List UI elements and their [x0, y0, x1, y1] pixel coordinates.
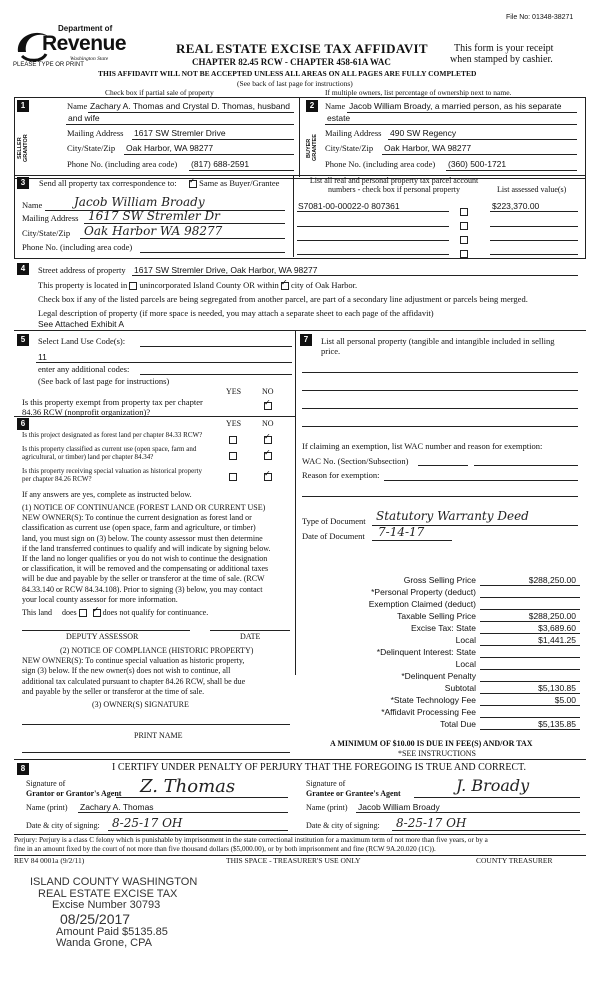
grantor-name-value[interactable]: Zachary A. Thomas	[80, 802, 154, 812]
stamp-county: ISLAND COUNTY WASHINGTON	[30, 876, 198, 888]
stamp-amount-paid: Amount Paid $5135.85	[56, 925, 168, 938]
seller-addr-value[interactable]: 1617 SW Stremler Drive	[134, 128, 226, 138]
buyer-city-label: City/State/Zip	[325, 143, 374, 153]
tax-row-label: *State Technology Fee	[390, 695, 476, 705]
buyer-name-line-2	[325, 124, 577, 125]
tax-row-label: Excise Tax: State	[410, 623, 476, 633]
seller-name-value[interactable]: Zachary A. Thomas and Crystal D. Thomas, husband	[90, 101, 291, 111]
sec3-phone-label: Phone No. (including area code)	[22, 242, 133, 252]
sec3-city-value[interactable]: Oak Harbor WA 98277	[84, 224, 223, 238]
location-statement	[38, 280, 357, 290]
parcel-line-2	[297, 226, 449, 227]
does-not-checkbox[interactable]	[93, 609, 101, 617]
deputy-date-line	[210, 630, 290, 631]
sec6-yes-header: YES	[226, 419, 242, 428]
tax-row-line	[480, 657, 580, 658]
additional-codes-line	[140, 374, 292, 375]
section-3-number: 3	[17, 177, 29, 189]
perjury-certification: I CERTIFY UNDER PENALTY OF PERJURY THAT THE FOREGOING IS TRUE AND CORRECT.	[112, 762, 526, 773]
seller-name-line	[88, 112, 294, 113]
tax-row-label: *Affidavit Processing Fee	[381, 707, 476, 717]
parcel-line-3	[297, 240, 449, 241]
buyer-phone-line	[446, 170, 577, 171]
tax-calculation-table	[300, 575, 580, 731]
wac-label: WAC No. (Section/Subsection)	[302, 456, 409, 466]
same-as-buyer-label: Same as Buyer/Grantee	[199, 178, 280, 188]
land-use-see-back: (See back of last page for instructions)	[38, 376, 170, 386]
does-label: does	[62, 608, 77, 617]
section-8-bottom-line	[14, 834, 586, 835]
tax-row	[300, 611, 580, 623]
segregated-label: Check box if any of the listed parcels are being segregated from another parcel, are part of a secondary line adjustment or parcels being merged.	[38, 294, 528, 304]
receipt-note-1: This form is your receipt	[454, 43, 554, 54]
grantee-agent-label: Grantee or Grantee's Agent	[306, 789, 401, 798]
tax-row-line	[480, 717, 580, 718]
assessed-line-4	[490, 254, 578, 255]
tax-row-line	[480, 681, 580, 682]
tax-row	[300, 575, 580, 587]
sec5-yes-header: YES	[226, 387, 242, 396]
parcel-header-2: numbers - check box if personal property	[328, 185, 460, 194]
tax-row-label: *Personal Property (deduct)	[371, 587, 476, 597]
city-of-checkbox[interactable]	[281, 282, 289, 290]
buyer-name-line	[347, 112, 577, 113]
city-of-label: city of Oak Harbor.	[291, 280, 358, 290]
grantor-name-line	[78, 812, 288, 813]
tax-row-label: *Delinquent Interest: State	[376, 647, 476, 657]
print-name-line	[22, 752, 290, 753]
partial-sale-label: Check box if partial sale of property	[105, 88, 214, 97]
tax-row	[300, 707, 580, 719]
grantor-name-label: Name (print)	[26, 803, 68, 812]
logo-state-text: Washington State	[70, 56, 109, 62]
tax-row-line	[480, 669, 580, 670]
notice1-line: If the land no longer qualifies or you do not wish to continue the designation	[22, 554, 268, 564]
tax-row-line	[480, 633, 580, 634]
tax-row-line	[480, 609, 580, 610]
assessed-line-3	[490, 240, 578, 241]
sec3-name-label: Name	[22, 200, 43, 210]
file-number: File No: 01348-38271	[506, 14, 574, 21]
document-type-value[interactable]: Statutory Warranty Deed	[376, 509, 529, 523]
seller-name-value-2[interactable]: and wife	[68, 113, 100, 123]
historical-no-checkbox[interactable]	[264, 468, 272, 486]
same-as-buyer[interactable]	[189, 178, 279, 188]
exemption-label: If claiming an exemption, list WAC number and reason for exemption:	[302, 441, 543, 451]
notice2-line: NEW OWNER(S): To continue special valuation as historic property,	[22, 656, 245, 666]
form-revision: REV 84 0001a (9/2/11)	[14, 856, 85, 865]
tax-row	[300, 623, 580, 635]
unincorporated-label: unincorporated Island County OR within	[139, 280, 279, 290]
seller-name-label: Name	[67, 101, 88, 111]
grantee-name-label: Name (print)	[306, 803, 348, 812]
exempt-question-1: Is this property exempt from property tax per chapter	[22, 397, 203, 407]
current-use-no-checkbox[interactable]	[264, 447, 272, 465]
sec3-city-line	[80, 238, 285, 239]
tax-row-line	[480, 585, 580, 586]
street-address-label: Street address of property	[38, 265, 126, 275]
grantee-signature[interactable]: J. Broady	[456, 776, 530, 795]
tax-row	[300, 659, 580, 671]
parcel-line-4	[297, 254, 449, 255]
perjury-notice-1: Perjury: Perjury is a class C felony which is punishable by imprisonment in the state correctional institution for a maximum term of not more than five years, or by a	[14, 836, 488, 844]
buyer-name-label: Name	[325, 101, 346, 111]
notice1-line: or classification, it will be removed and the compensating or additional taxes	[22, 564, 269, 574]
section-5-bottom-line	[14, 416, 295, 417]
tax-row-line	[480, 597, 580, 598]
tax-row-label: Gross Selling Price	[403, 575, 476, 585]
buyer-phone-label: Phone No. (including area code)	[325, 159, 436, 169]
seller-phone-label: Phone No. (including area code)	[67, 159, 178, 169]
exempt-question-2: 84.36 RCW (nonprofit organization)?	[22, 407, 151, 417]
grantee-signature-of: Signature of	[306, 779, 346, 788]
exemption-reason-line	[384, 480, 578, 481]
buyer-city-line	[382, 154, 577, 155]
land-use-line-a	[140, 346, 292, 347]
tax-row-line	[480, 705, 580, 706]
section-2-number: 2	[306, 100, 318, 112]
current-use-question-1: Is this property classified as current use (open space, farm and	[22, 445, 197, 453]
section-1-number: 1	[17, 100, 29, 112]
excise-tax-stamp	[30, 877, 197, 950]
parcel-number-value[interactable]: S7081-00-00022-0 807361	[298, 201, 400, 211]
tax-row-label: Local	[455, 635, 476, 645]
continuance-qualify	[22, 608, 208, 617]
exempt-no-checkbox[interactable]	[264, 397, 272, 415]
notice1-line: will be due and payable by the seller or transferor at the time of sale. (RCW	[22, 574, 265, 584]
grantor-signature-of: Signature of	[26, 779, 66, 788]
county-treasurer-label: COUNTY TREASURER	[476, 856, 553, 865]
tax-row-label: Taxable Selling Price	[397, 611, 476, 621]
stamp-treasurer: Wanda Grone, CPA	[56, 937, 152, 949]
exemption-reason-line-2	[302, 496, 578, 497]
seller-addr-line	[132, 139, 294, 140]
seller-addr-label: Mailing Address	[67, 128, 124, 138]
section-5-number: 5	[17, 334, 29, 346]
current-use-yes-checkbox[interactable]	[229, 447, 237, 465]
document-date-value[interactable]: 7-14-17	[378, 525, 425, 539]
receipt-note-2: when stamped by cashier.	[450, 54, 553, 65]
stamp-excise-number: Excise Number 30793	[52, 899, 161, 911]
please-type-note: PLEASE TYPE OR PRINT	[13, 62, 84, 68]
seller-city-label: City/State/Zip	[67, 143, 116, 153]
see-instructions-note: *SEE INSTRUCTIONS	[398, 749, 477, 758]
sec3-phone-line	[140, 252, 285, 253]
historical-question-2: per chapter 84.26 RCW?	[22, 475, 92, 483]
print-name-label: PRINT NAME	[134, 731, 183, 740]
tax-row	[300, 587, 580, 599]
grantor-signature[interactable]: Z. Thomas	[140, 776, 236, 797]
tax-row	[300, 599, 580, 611]
tax-row-value[interactable]: $5.00	[554, 695, 576, 705]
notice-of-compliance	[22, 646, 253, 697]
deputy-assessor-line	[22, 630, 190, 631]
forest-land-question: Is this project designated as forest land per chapter 84.33 RCW?	[22, 431, 203, 439]
buyer-name-value[interactable]: Jacob William Broady, a married person, as his separate	[349, 101, 562, 111]
tax-row-label: *Delinquent Penalty	[401, 671, 476, 681]
tax-row-line	[480, 645, 580, 646]
tax-row-value[interactable]: $1,441.25	[538, 635, 576, 645]
personal-property-line-4	[302, 426, 578, 427]
segregated-check	[38, 294, 528, 304]
tax-row-label: Total Due	[440, 719, 476, 729]
same-as-buyer-checkbox[interactable]	[189, 180, 197, 188]
tax-row	[300, 635, 580, 647]
document-date-label: Date of Document	[302, 531, 365, 541]
sec3-addr-value[interactable]: 1617 SW Stremler Dr	[88, 209, 220, 223]
sec5-no-header: NO	[262, 387, 274, 396]
form-title: REAL ESTATE EXCISE TAX AFFIDAVIT	[176, 41, 428, 56]
document-type-label: Type of Document	[302, 516, 366, 526]
notice2-line: (2) NOTICE OF COMPLIANCE (HISTORIC PROPERTY)	[60, 646, 254, 655]
sec6-no-header: NO	[262, 419, 274, 428]
historical-question-1: Is this property receiving special valuation as historical property	[22, 467, 203, 475]
assessed-value[interactable]: $223,370.00	[492, 201, 540, 211]
seller-city-value[interactable]: Oak Harbor, WA 98277	[126, 143, 214, 153]
notice1-line: land, you must sign on (3) below. The county assessor must then determine	[22, 533, 263, 543]
grantor-agent-label: Grantor or Grantor's Agent	[26, 789, 122, 798]
buyer-name-value-2[interactable]: estate	[327, 113, 351, 123]
buyer-addr-line	[388, 139, 577, 140]
this-land-label: This land	[22, 608, 52, 617]
notice2-line: sign (3) below. If the new owner(s) does not wish to continue, all	[22, 666, 231, 676]
personal-property-label-2: price.	[321, 346, 341, 356]
land-use-label: Select Land Use Code(s):	[38, 336, 126, 346]
multiple-owners-note: If multiple owners, list percentage of ownership next to name.	[325, 88, 512, 97]
grantor-date-line	[108, 830, 288, 831]
tax-row	[300, 719, 580, 731]
logo-revenue-text: Revenue	[42, 32, 127, 55]
sec3-name-value[interactable]: Jacob William Broady	[74, 195, 205, 209]
owner-signature-label: (3) OWNER(S) SIGNATURE	[92, 700, 189, 709]
sec3-city-label: City/State/Zip	[22, 228, 71, 238]
buyer-city-value[interactable]: Oak Harbor, WA 98277	[384, 143, 472, 153]
document-date-line	[372, 540, 452, 541]
send-correspondence-label: Send all property tax correspondence to:	[39, 178, 177, 188]
section-6-number: 6	[17, 418, 29, 430]
seller-grantor-label: SELLER GRANTOR	[17, 134, 29, 162]
historical-yes-checkbox[interactable]	[229, 468, 237, 486]
grantee-signature-line	[414, 797, 580, 798]
if-yes-instruction: If any answers are yes, complete as instructed below.	[22, 490, 192, 499]
tax-row-line	[480, 729, 580, 730]
notice1-line: 84.33.140 or RCW 84.34.108). Prior to signing (3) below, you may contact	[22, 584, 263, 594]
personal-property-line-2	[302, 390, 578, 391]
notice-of-continuance	[22, 503, 271, 605]
grantor-date-value[interactable]: 8-25-17 OH	[112, 816, 183, 830]
buyer-grantee-label: BUYER GRANTEE	[306, 134, 318, 162]
logo-dept-text: Department of	[58, 24, 113, 33]
land-use-line	[36, 362, 292, 363]
completion-warning: THIS AFFIDAVIT WILL NOT BE ACCEPTED UNLESS ALL AREAS ON ALL PAGES ARE FULLY COMPLETED	[98, 69, 477, 78]
parcel-line-1	[297, 211, 449, 212]
buyer-phone-value[interactable]: (360) 500-1721	[448, 159, 507, 169]
notice1-line: NEW OWNER(S): To continue the current designation as forest land or	[22, 513, 252, 523]
street-address-line	[132, 275, 578, 276]
tax-row-value[interactable]: $5,135.85	[538, 719, 576, 729]
perjury-notice-2: fine in an amount fixed by the court of not more than five thousand dollars ($5,000.00), or by both imprisonment and fine (RCW 9A.20.020 (1C)).	[14, 845, 436, 853]
buyer-addr-value[interactable]: 490 SW Regency	[390, 128, 457, 138]
does-checkbox[interactable]	[79, 609, 87, 617]
seller-city-line	[124, 154, 294, 155]
tax-row	[300, 647, 580, 659]
parcel-header-1: List all real and personal property tax parcel account	[309, 176, 479, 185]
tax-row	[300, 671, 580, 683]
personal-property-line-1	[302, 372, 578, 373]
tax-row-value[interactable]: $288,250.00	[528, 611, 576, 621]
grantee-name-value[interactable]: Jacob William Broady	[358, 802, 440, 812]
notice1-line: classification as current use (open space, farm and agriculture, or timber)	[22, 523, 256, 533]
located-in-text: This property is located in	[38, 280, 128, 290]
legal-description-value[interactable]: See Attached Exhibit A	[38, 319, 125, 329]
additional-codes-label: enter any additional codes:	[38, 364, 130, 374]
grantee-date-line	[392, 830, 580, 831]
legal-description-label: Legal description of property (if more space is needed, you may attach a separate sheet to each page of the affidavit)	[38, 308, 434, 318]
land-use-value[interactable]: 11	[38, 352, 47, 362]
assessed-line-2	[490, 226, 578, 227]
wac-section-line	[418, 465, 468, 466]
tax-row-line	[480, 693, 580, 694]
see-back-note: (See back of last page for instructions)	[237, 79, 353, 88]
tax-row-value[interactable]: $3,689.60	[538, 623, 576, 633]
partial-sale-check	[105, 88, 214, 97]
deputy-assessor-label: DEPUTY ASSESSOR	[66, 632, 139, 641]
grantee-date-value[interactable]: 8-25-17 OH	[396, 816, 467, 830]
middle-divider	[295, 330, 296, 675]
notice1-line: your local county assessor for more information.	[22, 594, 178, 604]
notice2-line: and payable by the seller or transferor at the time of sale.	[22, 686, 205, 696]
deputy-date-label: DATE	[240, 632, 261, 641]
tax-row-label: Subtotal	[444, 683, 476, 693]
assessed-line-1	[490, 211, 578, 212]
tax-row-value[interactable]: $5,130.85	[538, 683, 576, 693]
tax-row	[300, 683, 580, 695]
tax-row-label: Exemption Claimed (deduct)	[368, 599, 476, 609]
street-address-value[interactable]: 1617 SW Stremler Drive, Oak Harbor, WA 98277	[134, 265, 318, 275]
stamp-tax: REAL ESTATE EXCISE TAX	[38, 887, 178, 900]
tax-row-line	[480, 621, 580, 622]
owner-signature-line	[22, 724, 290, 725]
exemption-reason-label: Reason for exemption:	[302, 470, 380, 480]
section-8-top-line	[14, 759, 586, 760]
tax-row-label: Local	[455, 659, 476, 669]
section-7-number: 7	[300, 334, 312, 346]
sec3-addr-label: Mailing Address	[22, 213, 79, 223]
tax-row	[300, 695, 580, 707]
tax-row-value[interactable]: $288,250.00	[528, 575, 576, 585]
grantor-date-label: Date & city of signing:	[26, 821, 100, 830]
parcel-personal-checkbox-4[interactable]	[460, 245, 468, 263]
form-chapter: CHAPTER 82.45 RCW - CHAPTER 458-61A WAC	[192, 57, 391, 67]
notice2-line: additional tax calculated pursuant to chapter 84.26 RCW, shall be due	[22, 676, 246, 686]
notice1-line: if the land transferred continues to qualify and will indicate by signing below.	[22, 543, 271, 553]
personal-property-label-1: List all personal property (tangible and intangible included in selling	[321, 336, 555, 346]
does-not-label: does not qualify for continuance.	[102, 608, 209, 617]
unincorporated-checkbox[interactable]	[129, 282, 137, 290]
grantor-signature-line	[116, 797, 288, 798]
seller-phone-value[interactable]: (817) 688-2591	[191, 159, 250, 169]
treasurer-use-only: THIS SPACE - TREASURER'S USE ONLY	[226, 856, 361, 865]
seller-phone-line	[189, 170, 294, 171]
buyer-addr-label: Mailing Address	[325, 128, 382, 138]
parties-divider	[299, 97, 300, 177]
stamp-date: 08/25/2017	[60, 910, 131, 927]
section-3-divider	[293, 175, 294, 257]
minimum-due-note: A MINIMUM OF $10.00 IS DUE IN FEE(S) AND/OR TAX	[330, 739, 533, 748]
personal-property-line-3	[302, 408, 578, 409]
grantee-date-label: Date & city of signing:	[306, 821, 380, 830]
wac-subsection-line	[474, 465, 578, 466]
assessed-header: List assessed value(s)	[497, 185, 567, 194]
current-use-question-2: agricultural, or timber) land per chapter 84.34?	[22, 453, 154, 461]
grantee-name-line	[356, 812, 580, 813]
section-4-bottom-line	[14, 330, 586, 331]
section-4-number: 4	[17, 263, 29, 275]
notice1-line: (1) NOTICE OF CONTINUANCE (FOREST LAND OR CURRENT USE)	[22, 503, 266, 512]
section-8-number: 8	[17, 763, 29, 775]
seller-name-line-2	[66, 124, 294, 125]
